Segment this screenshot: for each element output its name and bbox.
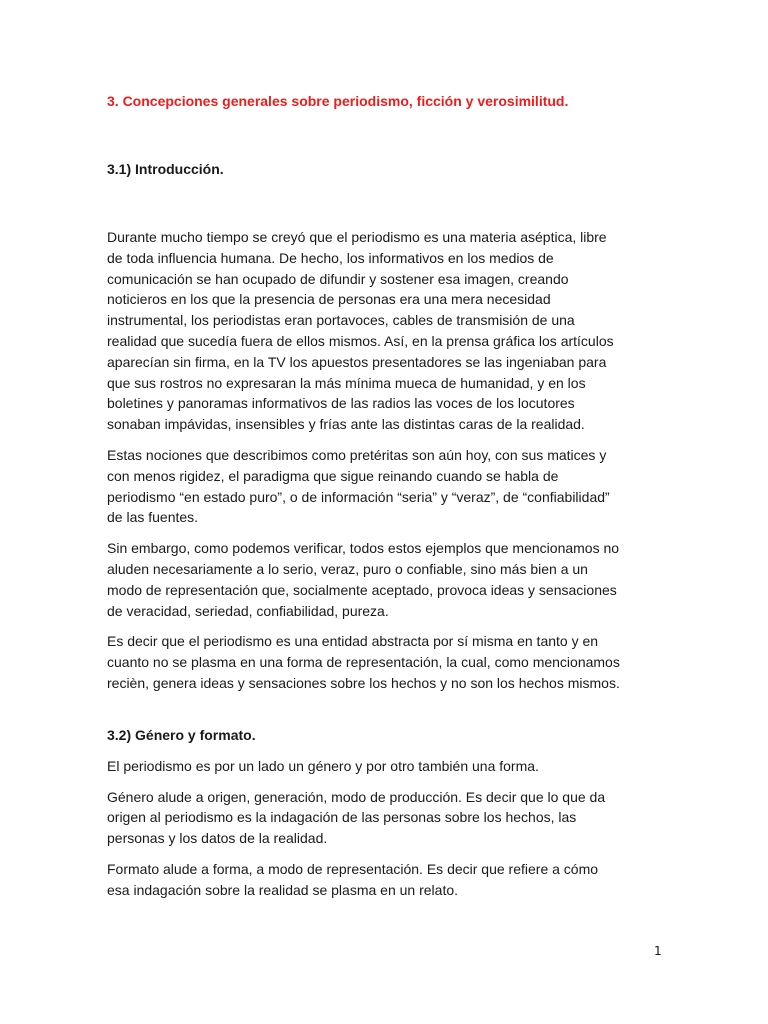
section-heading-introduccion: 3.1) Introducción. [107, 161, 224, 177]
text-line: Género alude a origen, generación, modo de producción. Es decir que lo que da [107, 788, 606, 805]
chapter-title: 3. Concepciones generales sobre periodismo, ficción y verosimilitud. [107, 93, 569, 109]
text-line: origen al periodismo es la indagación de las personas sobre los hechos, las [107, 809, 577, 826]
paragraph [107, 538, 663, 621]
text-line: cuanto no se plasma en una forma de representación, la cual, como mencionamos [107, 654, 620, 671]
text-line: noticieros en los que la presencia de personas era una mera necesidad [107, 291, 551, 308]
text-line: recièn, genera ideas y sensaciones sobre los hechos y no son los hechos mismos. [107, 674, 620, 691]
paragraph [107, 787, 663, 849]
text-line: Estas nociones que describimos como pretéritas son aún hoy, con sus matices y [107, 446, 607, 463]
text-line: realidad que sucedía fuera de ellos mismos. Así, en la prensa gráfica los artículos [107, 332, 614, 349]
text-line: boletines y panoramas informativos de las radios las voces de los locutores [107, 395, 575, 412]
text-line: personas y los datos de la realidad. [107, 830, 328, 847]
paragraph [107, 859, 663, 901]
text-line: esa indagación sobre la realidad se plasma en un relato. [107, 881, 459, 898]
text-line: de veracidad, seriedad, confiabilidad, pureza. [107, 602, 389, 619]
text-line: El periodismo es por un lado un género y por otro también una forma. [107, 757, 539, 774]
text-line: instrumental, los periodistas eran portavoces, cables de transmisión de una [107, 312, 575, 329]
text-line: sonaban impávidas, insensibles y frías ante las distintas caras de la realidad. [107, 416, 585, 433]
paragraph [107, 227, 663, 435]
paragraph [107, 756, 663, 777]
text-line: aluden necesariamente a lo serio, veraz, puro o confiable, sino más bien a un [107, 560, 588, 577]
page-content [107, 91, 663, 901]
text-line: Durante mucho tiempo se creyó que el periodismo es una materia aséptica, libre [107, 229, 607, 245]
text-line: de toda influencia humana. De hecho, los informativos en los medios de [107, 249, 554, 266]
paragraph [107, 631, 663, 693]
page-number: 1 [654, 944, 662, 958]
paragraph [107, 445, 663, 528]
text-line: Formato alude a forma, a modo de representación. Es decir que refiere a cómo [107, 860, 599, 877]
text-line: comunicación se han ocupado de difundir y sostener esa imagen, creando [107, 270, 569, 287]
text-line: con menos rigidez, el paradigma que sigue reinando cuando se habla de [107, 467, 559, 484]
text-line: modo de representación que, socialmente aceptado, provoca ideas y sensaciones [107, 581, 617, 598]
text-line: de las fuentes. [107, 509, 199, 526]
text-line: Es decir que el periodismo es una entidad abstracta por sí misma en tanto y en [107, 633, 599, 650]
text-line: Sin embargo, como podemos verificar, todos estos ejemplos que mencionamos no [107, 540, 620, 557]
text-line: periodismo “en estado puro”, o de información “seria” y “veraz”, de “confiabilidad” [107, 488, 610, 505]
section-heading-genero-y-formato: 3.2) Género y formato. [107, 726, 256, 743]
text-line: que sus rostros no expresaran la más mínima mueca de humanidad, y en los [107, 374, 586, 391]
text-line: aparecían sin firma, en la TV los apuestos presentadores se las ingeniaban para [107, 353, 607, 370]
